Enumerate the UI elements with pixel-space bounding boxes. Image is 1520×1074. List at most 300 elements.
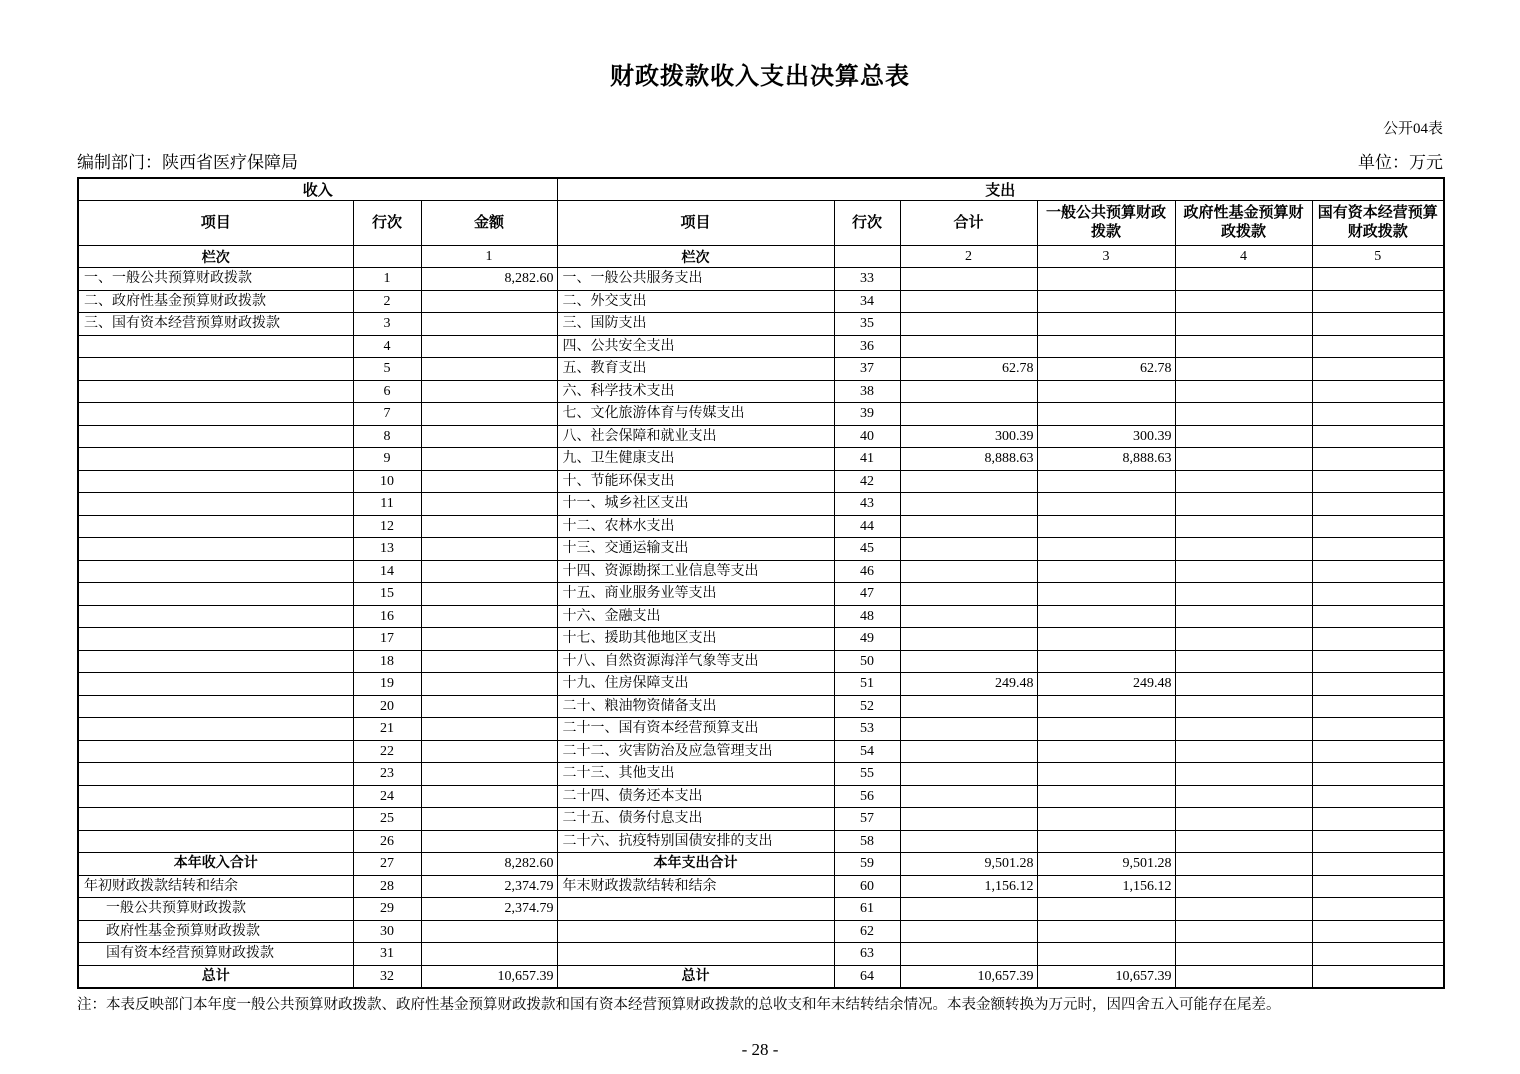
- expenditure-line-cell: 37: [834, 358, 900, 381]
- expenditure-state-capital-cell: [1312, 943, 1444, 966]
- table-row: [78, 560, 1444, 583]
- expenditure-item-cell: 六、科学技术支出: [557, 380, 834, 403]
- expenditure-total-cell: [900, 898, 1037, 921]
- expenditure-total-cell: [900, 785, 1037, 808]
- income-item-cell: [78, 358, 353, 381]
- table-row: [78, 493, 1444, 516]
- expenditure-line-cell: 51: [834, 673, 900, 696]
- income-amount-cell: [421, 943, 557, 966]
- table-row: [78, 808, 1444, 831]
- expenditure-total-cell: 1,156.12: [900, 875, 1037, 898]
- expenditure-line-cell: 39: [834, 403, 900, 426]
- expenditure-item-cell: [557, 943, 834, 966]
- unit-label: 单位：万元: [1358, 153, 1443, 172]
- income-line-cell: 1: [353, 268, 421, 291]
- expenditure-item-cell: 二、外交支出: [557, 290, 834, 313]
- expenditure-state-capital-cell: [1312, 763, 1444, 786]
- expenditure-state-capital-cell: [1312, 628, 1444, 651]
- income-line-cell: 28: [353, 875, 421, 898]
- expenditure-state-capital-cell: [1312, 718, 1444, 741]
- expenditure-general-budget-cell: [1037, 763, 1175, 786]
- income-line-cell: 19: [353, 673, 421, 696]
- income-line-cell: 9: [353, 448, 421, 471]
- expenditure-state-capital-cell: [1312, 448, 1444, 471]
- income-line-cell: 16: [353, 605, 421, 628]
- income-amount-header: 金额: [421, 201, 557, 246]
- expenditure-gov-fund-cell: [1175, 830, 1312, 853]
- expenditure-line-cell: 43: [834, 493, 900, 516]
- expenditure-line-cell: 61: [834, 898, 900, 921]
- income-amount-cell: 2,374.79: [421, 898, 557, 921]
- expenditure-gov-fund-cell: [1175, 965, 1312, 988]
- expenditure-state-capital-cell: [1312, 785, 1444, 808]
- expenditure-state-capital-cell: [1312, 470, 1444, 493]
- expenditure-item-cell: 十九、住房保障支出: [557, 673, 834, 696]
- expenditure-item-cell: [557, 898, 834, 921]
- table-row: [78, 943, 1444, 966]
- expenditure-general-budget-cell: 9,501.28: [1037, 853, 1175, 876]
- expenditure-line-cell: 56: [834, 785, 900, 808]
- expenditure-state-capital-cell: [1312, 493, 1444, 516]
- expenditure-general-budget-cell: [1037, 268, 1175, 291]
- table-row: [78, 358, 1444, 381]
- income-amount-cell: [421, 380, 557, 403]
- expenditure-gov-fund-cell: [1175, 583, 1312, 606]
- expenditure-state-capital-cell: [1312, 853, 1444, 876]
- column-index-cell: 5: [1312, 246, 1444, 268]
- income-line-cell: 22: [353, 740, 421, 763]
- expenditure-general-budget-cell: 300.39: [1037, 425, 1175, 448]
- table-row: [78, 313, 1444, 336]
- income-amount-cell: 2,374.79: [421, 875, 557, 898]
- expenditure-line-cell: 35: [834, 313, 900, 336]
- expenditure-general-budget-cell: [1037, 515, 1175, 538]
- income-item-cell: [78, 650, 353, 673]
- expenditure-state-capital-cell: [1312, 965, 1444, 988]
- income-amount-cell: [421, 493, 557, 516]
- income-item-cell: [78, 425, 353, 448]
- income-amount-cell: [421, 718, 557, 741]
- expenditure-item-cell: 十、节能环保支出: [557, 470, 834, 493]
- expenditure-item-cell: 十四、资源勘探工业信息等支出: [557, 560, 834, 583]
- expenditure-gov-fund-cell: [1175, 290, 1312, 313]
- expenditure-general-budget-cell: [1037, 538, 1175, 561]
- expenditure-general-budget-cell: 8,888.63: [1037, 448, 1175, 471]
- income-amount-cell: [421, 583, 557, 606]
- expenditure-general-budget-cell: [1037, 943, 1175, 966]
- income-amount-cell: [421, 763, 557, 786]
- expenditure-general-budget-cell: [1037, 583, 1175, 606]
- income-amount-cell: [421, 808, 557, 831]
- column-index-cell: 1: [421, 246, 557, 268]
- expenditure-total-header: 合计: [900, 201, 1037, 246]
- expenditure-item-cell: 二十二、灾害防治及应急管理支出: [557, 740, 834, 763]
- income-item-cell: [78, 493, 353, 516]
- expenditure-gov-fund-header: 政府性基金预算财政拨款: [1175, 201, 1312, 246]
- table-row: [78, 538, 1444, 561]
- expenditure-line-cell: 57: [834, 808, 900, 831]
- income-line-cell: 10: [353, 470, 421, 493]
- income-item-cell: 政府性基金预算财政拨款: [78, 920, 353, 943]
- expenditure-state-capital-cell: [1312, 268, 1444, 291]
- income-line-cell: 5: [353, 358, 421, 381]
- income-amount-cell: [421, 673, 557, 696]
- expenditure-line-cell: 45: [834, 538, 900, 561]
- page-title: 财政拨款收入支出决算总表: [610, 64, 910, 90]
- budget-table: [77, 177, 1445, 989]
- expenditure-line-cell: 52: [834, 695, 900, 718]
- expenditure-state-capital-cell: [1312, 898, 1444, 921]
- expenditure-line-cell: 50: [834, 650, 900, 673]
- expenditure-state-capital-cell: [1312, 290, 1444, 313]
- column-index-cell: 3: [1037, 246, 1175, 268]
- income-line-cell: 4: [353, 335, 421, 358]
- income-item-cell: 二、政府性基金预算财政拨款: [78, 290, 353, 313]
- income-line-cell: 13: [353, 538, 421, 561]
- expenditure-item-header: 项目: [557, 201, 834, 246]
- expenditure-total-cell: [900, 808, 1037, 831]
- expenditure-state-capital-cell: [1312, 808, 1444, 831]
- expenditure-state-capital-cell: [1312, 538, 1444, 561]
- expenditure-total-cell: [900, 830, 1037, 853]
- income-amount-cell: [421, 448, 557, 471]
- expenditure-total-cell: 62.78: [900, 358, 1037, 381]
- expenditure-line-cell: 40: [834, 425, 900, 448]
- expenditure-total-cell: 8,888.63: [900, 448, 1037, 471]
- expenditure-line-cell: 41: [834, 448, 900, 471]
- expenditure-general-budget-cell: [1037, 740, 1175, 763]
- table-row: [78, 965, 1444, 988]
- income-item-cell: 一、一般公共预算财政拨款: [78, 268, 353, 291]
- expenditure-general-budget-cell: [1037, 650, 1175, 673]
- income-line-cell: 32: [353, 965, 421, 988]
- income-amount-cell: [421, 515, 557, 538]
- income-item-cell: [78, 380, 353, 403]
- expenditure-item-cell: 三、国防支出: [557, 313, 834, 336]
- expenditure-general-budget-cell: [1037, 290, 1175, 313]
- meta-row: [77, 152, 1443, 174]
- expenditure-general-budget-cell: [1037, 785, 1175, 808]
- expenditure-item-cell: 总计: [557, 965, 834, 988]
- expenditure-item-cell: 本年支出合计: [557, 853, 834, 876]
- income-amount-cell: [421, 605, 557, 628]
- expenditure-total-cell: [900, 560, 1037, 583]
- expenditure-general-budget-cell: [1037, 830, 1175, 853]
- expenditure-line-cell: 36: [834, 335, 900, 358]
- income-line-cell: 7: [353, 403, 421, 426]
- table-row: [78, 740, 1444, 763]
- income-item-cell: [78, 808, 353, 831]
- income-line-cell: 31: [353, 943, 421, 966]
- expenditure-line-cell: 60: [834, 875, 900, 898]
- income-item-cell: [78, 605, 353, 628]
- table-row: [78, 470, 1444, 493]
- expenditure-item-cell: 十七、援助其他地区支出: [557, 628, 834, 651]
- footnote: 注：本表反映部门本年度一般公共预算财政拨款、政府性基金预算财政拨款和国有资本经营预算财政拨款的总收支和年末结转结余情况。本表金额转换为万元时，因四舍五入可能存在尾差。: [77, 997, 1281, 1013]
- income-amount-cell: [421, 628, 557, 651]
- income-line-header: 行次: [353, 201, 421, 246]
- expenditure-total-cell: 10,657.39: [900, 965, 1037, 988]
- expenditure-line-cell: 62: [834, 920, 900, 943]
- expenditure-total-cell: [900, 538, 1037, 561]
- income-item-cell: 本年收入合计: [78, 853, 353, 876]
- expenditure-gov-fund-cell: [1175, 515, 1312, 538]
- expenditure-line-cell: 47: [834, 583, 900, 606]
- table-row: [78, 268, 1444, 291]
- expenditure-gov-fund-cell: [1175, 448, 1312, 471]
- expenditure-state-capital-cell: [1312, 830, 1444, 853]
- expenditure-gov-fund-cell: [1175, 605, 1312, 628]
- expenditure-item-cell: 二十四、债务还本支出: [557, 785, 834, 808]
- expenditure-line-cell: 49: [834, 628, 900, 651]
- expenditure-line-cell: 42: [834, 470, 900, 493]
- income-item-cell: [78, 718, 353, 741]
- income-item-cell: [78, 763, 353, 786]
- expenditure-gov-fund-cell: [1175, 875, 1312, 898]
- income-line-cell: 29: [353, 898, 421, 921]
- income-item-cell: 一般公共预算财政拨款: [78, 898, 353, 921]
- income-item-cell: [78, 335, 353, 358]
- expenditure-gov-fund-cell: [1175, 268, 1312, 291]
- expenditure-item-cell: 二十、粮油物资储备支出: [557, 695, 834, 718]
- table-row: [78, 425, 1444, 448]
- income-amount-cell: [421, 470, 557, 493]
- expenditure-item-cell: 十三、交通运输支出: [557, 538, 834, 561]
- expenditure-item-cell: 二十三、其他支出: [557, 763, 834, 786]
- section-header-row: [78, 178, 1444, 201]
- expenditure-general-budget-cell: [1037, 493, 1175, 516]
- prepared-by-label: 编制部门：陕西省医疗保障局: [77, 153, 298, 172]
- expenditure-gov-fund-cell: [1175, 493, 1312, 516]
- income-amount-cell: [421, 830, 557, 853]
- expenditure-general-budget-cell: [1037, 560, 1175, 583]
- expenditure-state-capital-cell: [1312, 380, 1444, 403]
- table-row: [78, 785, 1444, 808]
- income-line-cell: 12: [353, 515, 421, 538]
- expenditure-line-cell: 33: [834, 268, 900, 291]
- column-index-cell: [353, 246, 421, 268]
- expenditure-state-capital-cell: [1312, 875, 1444, 898]
- expenditure-state-capital-cell: [1312, 515, 1444, 538]
- expenditure-line-header: 行次: [834, 201, 900, 246]
- expenditure-state-capital-cell: [1312, 695, 1444, 718]
- expenditure-state-capital-cell: [1312, 313, 1444, 336]
- expenditure-total-cell: [900, 718, 1037, 741]
- expenditure-gov-fund-cell: [1175, 740, 1312, 763]
- expenditure-state-capital-cell: [1312, 673, 1444, 696]
- table-row: [78, 380, 1444, 403]
- expenditure-item-cell: 二十一、国有资本经营预算支出: [557, 718, 834, 741]
- expenditure-total-cell: [900, 268, 1037, 291]
- expenditure-item-cell: [557, 920, 834, 943]
- income-item-header: 项目: [78, 201, 353, 246]
- expenditure-gov-fund-cell: [1175, 380, 1312, 403]
- income-item-cell: 三、国有资本经营预算财政拨款: [78, 313, 353, 336]
- expenditure-gov-fund-cell: [1175, 560, 1312, 583]
- expenditure-total-cell: [900, 335, 1037, 358]
- income-item-cell: [78, 515, 353, 538]
- expenditure-gov-fund-cell: [1175, 335, 1312, 358]
- column-index-row: [78, 246, 1444, 268]
- income-amount-cell: [421, 358, 557, 381]
- income-amount-cell: [421, 740, 557, 763]
- income-line-cell: 14: [353, 560, 421, 583]
- income-amount-cell: [421, 290, 557, 313]
- income-amount-cell: [421, 538, 557, 561]
- expenditure-total-cell: [900, 493, 1037, 516]
- income-amount-cell: 8,282.60: [421, 268, 557, 291]
- expenditure-state-capital-cell: [1312, 920, 1444, 943]
- expenditure-item-cell: 二十六、抗疫特别国债安排的支出: [557, 830, 834, 853]
- expenditure-gov-fund-cell: [1175, 403, 1312, 426]
- expenditure-total-cell: [900, 583, 1037, 606]
- expenditure-item-cell: 年末财政拨款结转和结余: [557, 875, 834, 898]
- expenditure-general-budget-cell: [1037, 335, 1175, 358]
- expenditure-total-cell: [900, 695, 1037, 718]
- expenditure-line-cell: 54: [834, 740, 900, 763]
- income-item-cell: [78, 538, 353, 561]
- expenditure-general-budget-cell: [1037, 380, 1175, 403]
- expenditure-item-cell: 七、文化旅游体育与传媒支出: [557, 403, 834, 426]
- expenditure-general-budget-cell: [1037, 898, 1175, 921]
- income-amount-cell: 10,657.39: [421, 965, 557, 988]
- expenditure-line-cell: 63: [834, 943, 900, 966]
- expenditure-gov-fund-cell: [1175, 695, 1312, 718]
- expenditure-state-capital-cell: [1312, 583, 1444, 606]
- table-row: [78, 673, 1444, 696]
- expenditure-gov-fund-cell: [1175, 763, 1312, 786]
- expenditure-gov-fund-cell: [1175, 470, 1312, 493]
- table-row: [78, 628, 1444, 651]
- expenditure-item-cell: 八、社会保障和就业支出: [557, 425, 834, 448]
- expenditure-general-budget-cell: [1037, 470, 1175, 493]
- income-amount-cell: [421, 920, 557, 943]
- expenditure-line-cell: 58: [834, 830, 900, 853]
- income-item-cell: 年初财政拨款结转和结余: [78, 875, 353, 898]
- expenditure-line-cell: 53: [834, 718, 900, 741]
- income-amount-cell: [421, 403, 557, 426]
- income-item-cell: 总计: [78, 965, 353, 988]
- expenditure-state-capital-cell: [1312, 560, 1444, 583]
- income-line-cell: 21: [353, 718, 421, 741]
- expenditure-state-capital-cell: [1312, 403, 1444, 426]
- income-item-cell: [78, 695, 353, 718]
- expenditure-item-cell: 九、卫生健康支出: [557, 448, 834, 471]
- expenditure-line-cell: 64: [834, 965, 900, 988]
- income-item-cell: [78, 583, 353, 606]
- expenditure-total-cell: [900, 403, 1037, 426]
- expenditure-item-cell: 十六、金融支出: [557, 605, 834, 628]
- income-item-cell: [78, 673, 353, 696]
- expenditure-line-cell: 34: [834, 290, 900, 313]
- expenditure-gov-fund-cell: [1175, 943, 1312, 966]
- table-row: [78, 695, 1444, 718]
- expenditure-general-budget-cell: 10,657.39: [1037, 965, 1175, 988]
- income-line-cell: 24: [353, 785, 421, 808]
- expenditure-gov-fund-cell: [1175, 650, 1312, 673]
- expenditure-item-cell: 一、一般公共服务支出: [557, 268, 834, 291]
- expenditure-state-capital-cell: [1312, 605, 1444, 628]
- table-row: [78, 898, 1444, 921]
- expenditure-total-cell: [900, 920, 1037, 943]
- income-line-cell: 25: [353, 808, 421, 831]
- income-amount-cell: [421, 650, 557, 673]
- table-row: [78, 583, 1444, 606]
- expenditure-total-cell: [900, 313, 1037, 336]
- expenditure-general-budget-header: 一般公共预算财政拨款: [1037, 201, 1175, 246]
- expenditure-gov-fund-cell: [1175, 718, 1312, 741]
- income-line-cell: 2: [353, 290, 421, 313]
- income-item-cell: 国有资本经营预算财政拨款: [78, 943, 353, 966]
- expenditure-gov-fund-cell: [1175, 425, 1312, 448]
- expenditure-line-cell: 48: [834, 605, 900, 628]
- income-line-cell: 26: [353, 830, 421, 853]
- expenditure-general-budget-cell: 62.78: [1037, 358, 1175, 381]
- expenditure-total-cell: [900, 740, 1037, 763]
- table-row: [78, 718, 1444, 741]
- expenditure-item-cell: 十八、自然资源海洋气象等支出: [557, 650, 834, 673]
- income-amount-cell: [421, 695, 557, 718]
- expenditure-gov-fund-cell: [1175, 808, 1312, 831]
- income-line-cell: 8: [353, 425, 421, 448]
- expenditure-general-budget-cell: [1037, 628, 1175, 651]
- expenditure-total-cell: 300.39: [900, 425, 1037, 448]
- expenditure-gov-fund-cell: [1175, 785, 1312, 808]
- income-amount-cell: [421, 313, 557, 336]
- expenditure-line-cell: 55: [834, 763, 900, 786]
- table-row: [78, 650, 1444, 673]
- expenditure-gov-fund-cell: [1175, 920, 1312, 943]
- expenditure-line-cell: 46: [834, 560, 900, 583]
- expenditure-state-capital-header: 国有资本经营预算财政拨款: [1312, 201, 1444, 246]
- income-line-cell: 15: [353, 583, 421, 606]
- income-line-cell: 17: [353, 628, 421, 651]
- income-line-cell: 20: [353, 695, 421, 718]
- expenditure-line-cell: 59: [834, 853, 900, 876]
- table-row: [78, 605, 1444, 628]
- expenditure-general-budget-cell: [1037, 718, 1175, 741]
- form-label: 公开04表: [1382, 121, 1443, 137]
- income-line-cell: 27: [353, 853, 421, 876]
- income-amount-cell: 8,282.60: [421, 853, 557, 876]
- expenditure-line-cell: 44: [834, 515, 900, 538]
- income-amount-cell: [421, 425, 557, 448]
- expenditure-general-budget-cell: [1037, 313, 1175, 336]
- income-item-cell: [78, 740, 353, 763]
- expenditure-general-budget-cell: [1037, 695, 1175, 718]
- expenditure-item-cell: 十二、农林水支出: [557, 515, 834, 538]
- income-line-cell: 11: [353, 493, 421, 516]
- expenditure-state-capital-cell: [1312, 358, 1444, 381]
- expenditure-general-budget-cell: [1037, 605, 1175, 628]
- income-section-header: 收入: [78, 178, 557, 201]
- expenditure-item-cell: 四、公共安全支出: [557, 335, 834, 358]
- table-row: [78, 920, 1444, 943]
- expenditure-section-header: 支出: [557, 178, 1444, 201]
- expenditure-gov-fund-cell: [1175, 313, 1312, 336]
- table-row: [78, 448, 1444, 471]
- expenditure-item-cell: 五、教育支出: [557, 358, 834, 381]
- expenditure-total-cell: [900, 763, 1037, 786]
- expenditure-total-cell: [900, 628, 1037, 651]
- table-row: [78, 853, 1444, 876]
- expenditure-gov-fund-cell: [1175, 628, 1312, 651]
- expenditure-general-budget-cell: 1,156.12: [1037, 875, 1175, 898]
- income-line-cell: 18: [353, 650, 421, 673]
- table-row: [78, 515, 1444, 538]
- expenditure-total-cell: [900, 290, 1037, 313]
- expenditure-general-budget-cell: 249.48: [1037, 673, 1175, 696]
